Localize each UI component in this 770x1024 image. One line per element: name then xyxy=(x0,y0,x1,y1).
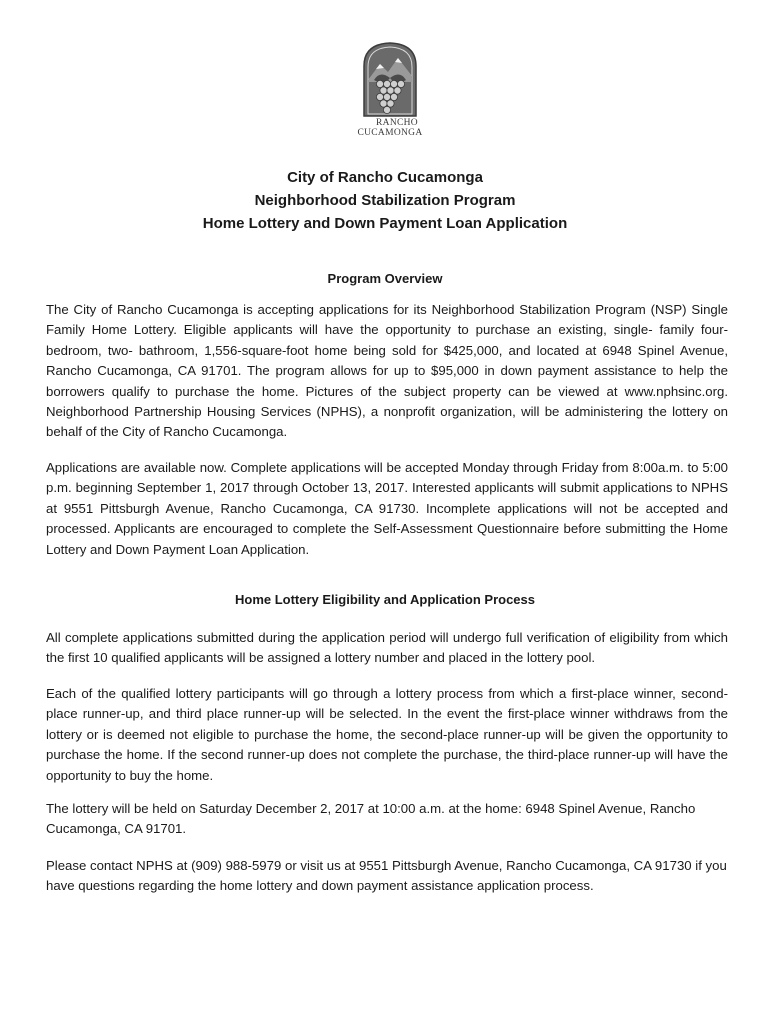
logo-wordmark xyxy=(340,118,440,138)
eligibility-paragraph-4: Please contact NPHS at (909) 988-5979 or visit us at 9551 Pittsburgh Avenue, Rancho Cucamonga, CA 91730 if you have questions regarding the home lottery and down payment assistance application process. xyxy=(46,858,727,894)
overview-paragraph-1: The City of Rancho Cucamonga is accepting applications for its Neighborhood Stabilization Program (NSP) Single Family Home Lottery. Eligible applicants will have the opportunity to purchase an existing, single- family four-bedroom, two- bathroom, 1,556-square-foot home being sold for $425,000, and located at 6948 Spinel Avenue, Rancho Cucamonga, CA 91701. The program allows for up to $95,000 in down payment assistance to help the borrowers qualify to purchase the home. Pictures of the subject property can be viewed at www.nphsinc.org. Neighborhood Partnership Housing Services (NPHS), a nonprofit organization, will be administering the lottery on behalf of the City of Rancho Cucamonga. xyxy=(46,302,728,440)
document-title xyxy=(0,166,770,235)
eligibility-paragraph-2: Each of the qualified lottery participants will go through a lottery process from which a first-place winner, second-place runner-up, and third place runner-up will be selected. In the event the first-place winner withdraws from the lottery or is deemed not eligible to purchase the home, the second-place runner-up will be given the opportunity to purchase the home. If the second runner-up does not complete the purchase, the third-place runner-up will have the opportunity to buy the home. xyxy=(46,686,728,783)
title-line-1: City of Rancho Cucamonga xyxy=(287,169,483,186)
eligibility-paragraph-1: All complete applications submitted during the application period will undergo full verification of eligibility from which the first 10 qualified applicants will be assigned a lottery number and placed in the lottery pool. xyxy=(46,630,728,666)
title-line-2: Neighborhood Stabilization Program xyxy=(254,192,516,209)
program-overview-heading: Program Overview xyxy=(327,271,443,286)
eligibility-paragraph-3: The lottery will be held on Saturday December 2, 2017 at 10:00 a.m. at the home: 6948 Spinel Avenue, Rancho Cucamonga, CA 91701. xyxy=(46,801,696,837)
overview-paragraph-2: Applications are available now. Complete applications will be accepted Monday through Friday from 8:00a.m. to 5:00 p.m. beginning September 1, 2017 through October 13, 2017. Interested applicants will submit applications to NPHS at 9551 Pittsburgh Avenue, Rancho Cucamonga, CA 91730. Incomplete applications will not be accepted and processed. Applicants are encouraged to complete the Self-Assessment Questionnaire before submitting the Home Lottery and Down Payment Loan Application. xyxy=(46,460,728,557)
grape-emblem-icon xyxy=(358,40,422,118)
city-logo xyxy=(340,40,440,150)
logo-line-1: RANCHO xyxy=(376,118,418,128)
title-line-3: Home Lottery and Down Payment Loan Application xyxy=(202,215,568,232)
logo-line-2: CUCAMONGA xyxy=(357,128,423,138)
eligibility-heading: Home Lottery Eligibility and Application Process xyxy=(234,592,535,607)
